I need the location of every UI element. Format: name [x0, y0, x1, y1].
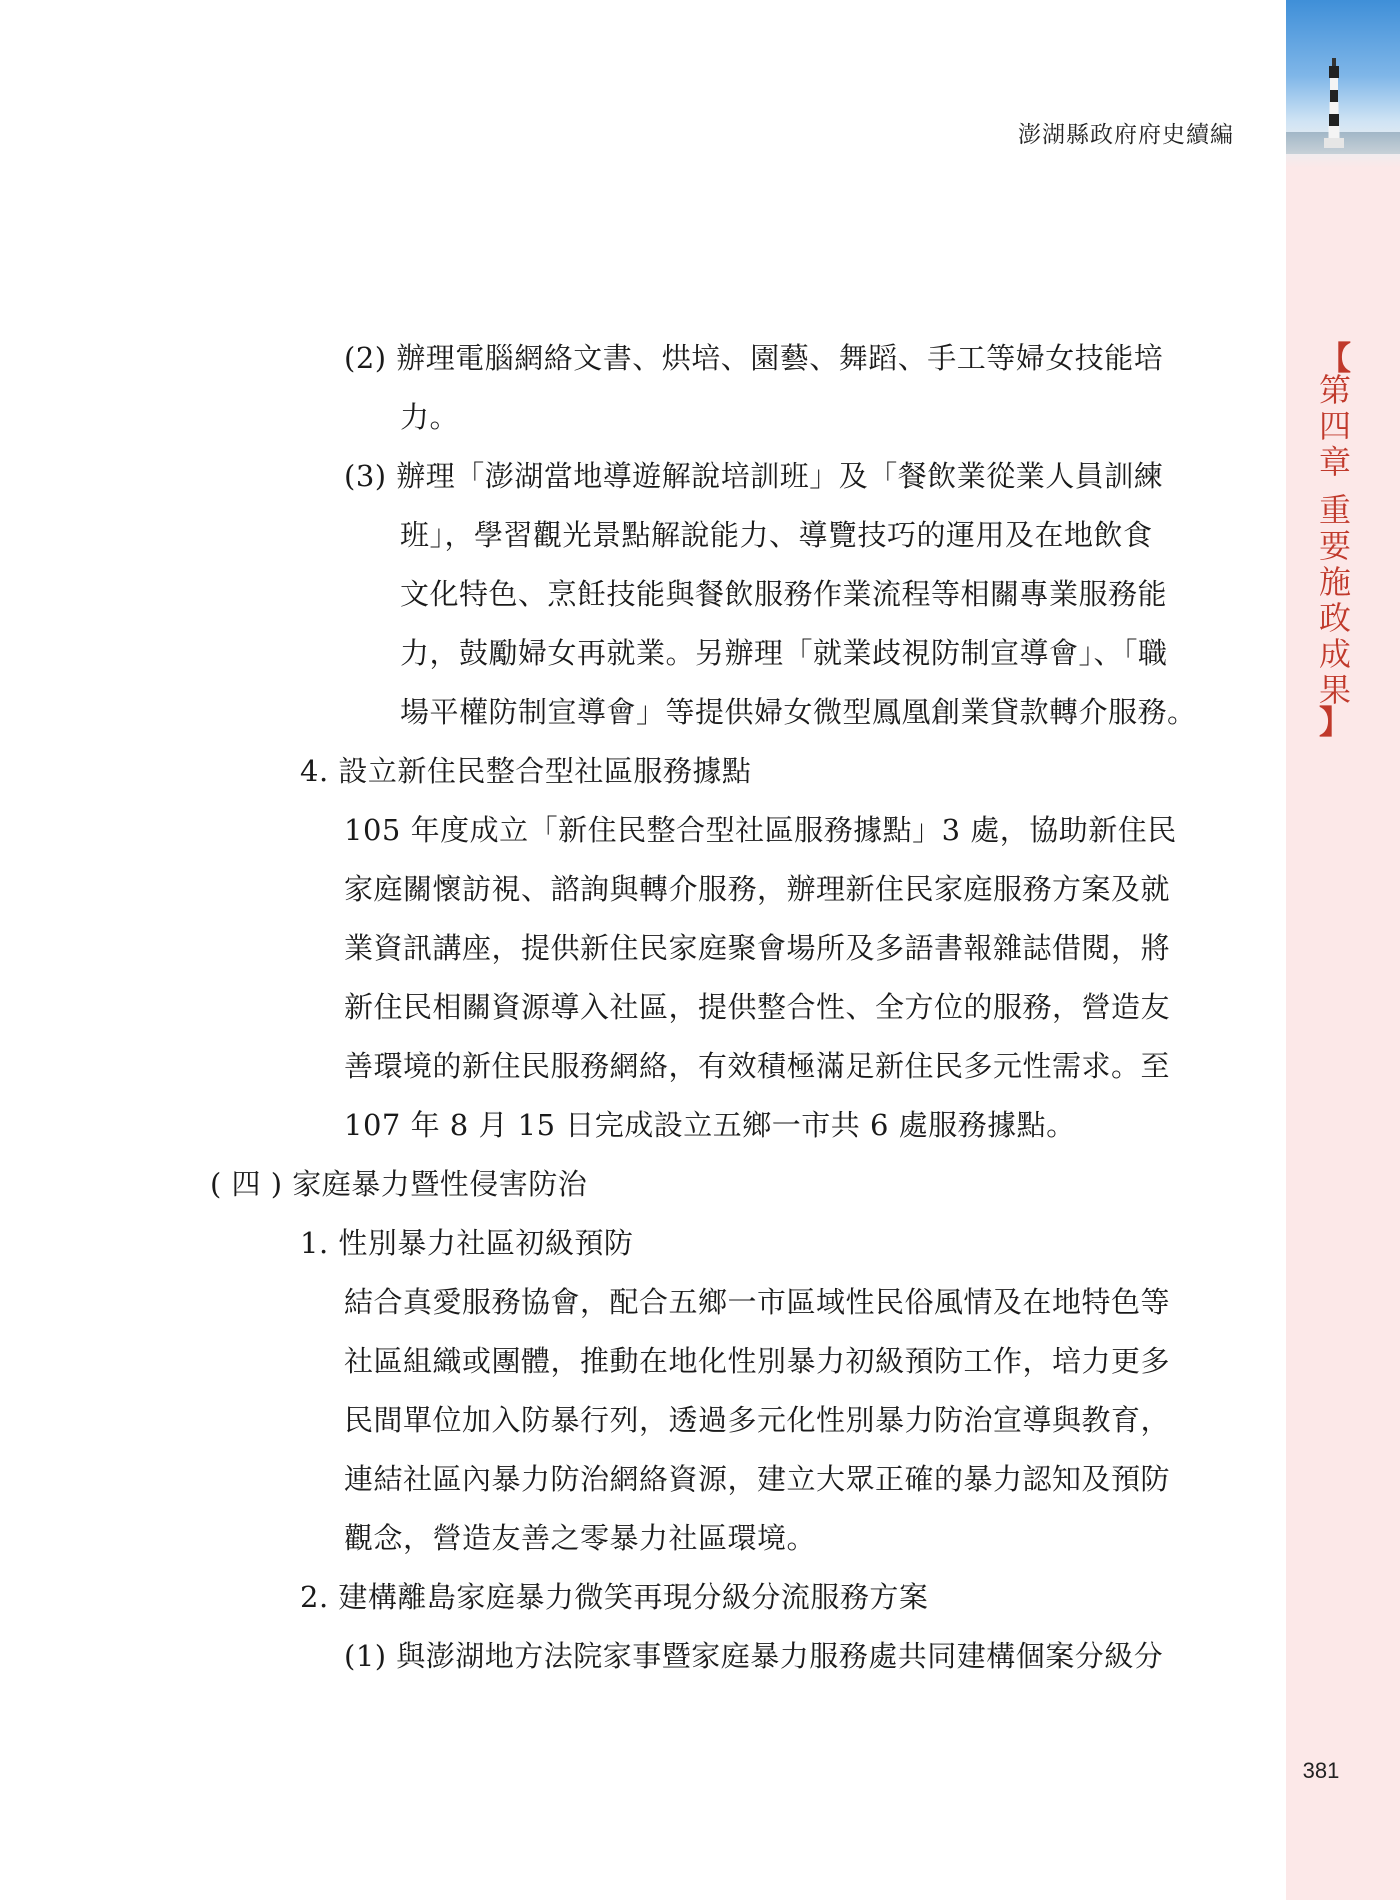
body-line: 107 年 8 月 15 日完成設立五鄉一市共 6 處服務據點。: [344, 1108, 1076, 1142]
body-line: 力，鼓勵婦女再就業。另辦理「就業歧視防制宣導會」、「職: [400, 636, 1168, 670]
section-heading: ( 四 ) 家庭暴力暨性侵害防治: [210, 1167, 588, 1201]
body-line: 新住民相關資源導入社區，提供整合性、全方位的服務，營造友: [344, 990, 1171, 1024]
body-line: 觀念，營造友善之零暴力社區環境。: [344, 1521, 817, 1555]
body-line: 場平權防制宣導會」等提供婦女微型鳳凰創業貸款轉介服務。: [400, 695, 1197, 729]
chapter-char: 重: [1318, 491, 1351, 529]
chapter-char: 果: [1318, 671, 1351, 709]
body-line: 文化特色、烹飪技能與餐飲服務作業流程等相關專業服務能: [400, 577, 1168, 611]
section-heading: 2. 建構離島家庭暴力微笑再現分級分流服務方案: [300, 1580, 929, 1614]
body-line: 105 年度成立「新住民整合型社區服務據點」3 處，協助新住民: [344, 813, 1177, 847]
chapter-char: 施: [1318, 563, 1351, 601]
chapter-char: 章: [1318, 443, 1351, 481]
chapter-char: 政: [1318, 599, 1351, 637]
chapter-char: 要: [1318, 527, 1351, 565]
body-line: (2) 辦理電腦網絡文書、烘培、園藝、舞蹈、手工等婦女技能培: [344, 341, 1164, 375]
body-line: 善環境的新住民服務網絡，有效積極滿足新住民多元性需求。至: [344, 1049, 1171, 1083]
chapter-bracket-open: 【: [1318, 339, 1351, 377]
body-line: 結合真愛服務協會，配合五鄉一市區域性民俗風情及在地特色等: [344, 1285, 1171, 1319]
chapter-tab: [1307, 339, 1363, 741]
running-head: 澎湖縣政府府史續編: [1018, 122, 1234, 148]
page-number: 381: [1302, 1758, 1340, 1783]
section-heading: 1. 性別暴力社區初級預防: [300, 1226, 634, 1260]
body-line: (3) 辦理「澎湖當地導遊解說培訓班」及「餐飲業從業人員訓練: [344, 459, 1164, 493]
chapter-bracket-close: 】: [1318, 703, 1351, 741]
body-line: 班」，學習觀光景點解說能力、導覽技巧的運用及在地飲食: [400, 518, 1153, 552]
body-line: (1) 與澎湖地方法院家事暨家庭暴力服務處共同建構個案分級分: [344, 1639, 1164, 1673]
body-line: 家庭關懷訪視、諮詢與轉介服務，辦理新住民家庭服務方案及就: [344, 872, 1171, 906]
chapter-char: 四: [1318, 407, 1351, 445]
section-heading: 4. 設立新住民整合型社區服務據點: [300, 754, 752, 788]
lighthouse-icon: [1322, 58, 1346, 154]
chapter-char: 第: [1318, 371, 1351, 409]
lighthouse-photo: [1286, 0, 1400, 168]
body-line: 連結社區內暴力防治網絡資源，建立大眾正確的暴力認知及預防: [344, 1462, 1171, 1496]
body-line: 民間單位加入防暴行列，透過多元化性別暴力防治宣導與教育，: [344, 1403, 1171, 1437]
body-line: 社區組織或團體，推動在地化性別暴力初級預防工作，培力更多: [344, 1344, 1171, 1378]
side-strip: [1286, 0, 1400, 1900]
chapter-char: 成: [1318, 635, 1351, 673]
body-line: 力。: [400, 400, 460, 434]
body-line: 業資訊講座，提供新住民家庭聚會場所及多語書報雜誌借閱，將: [344, 931, 1171, 965]
